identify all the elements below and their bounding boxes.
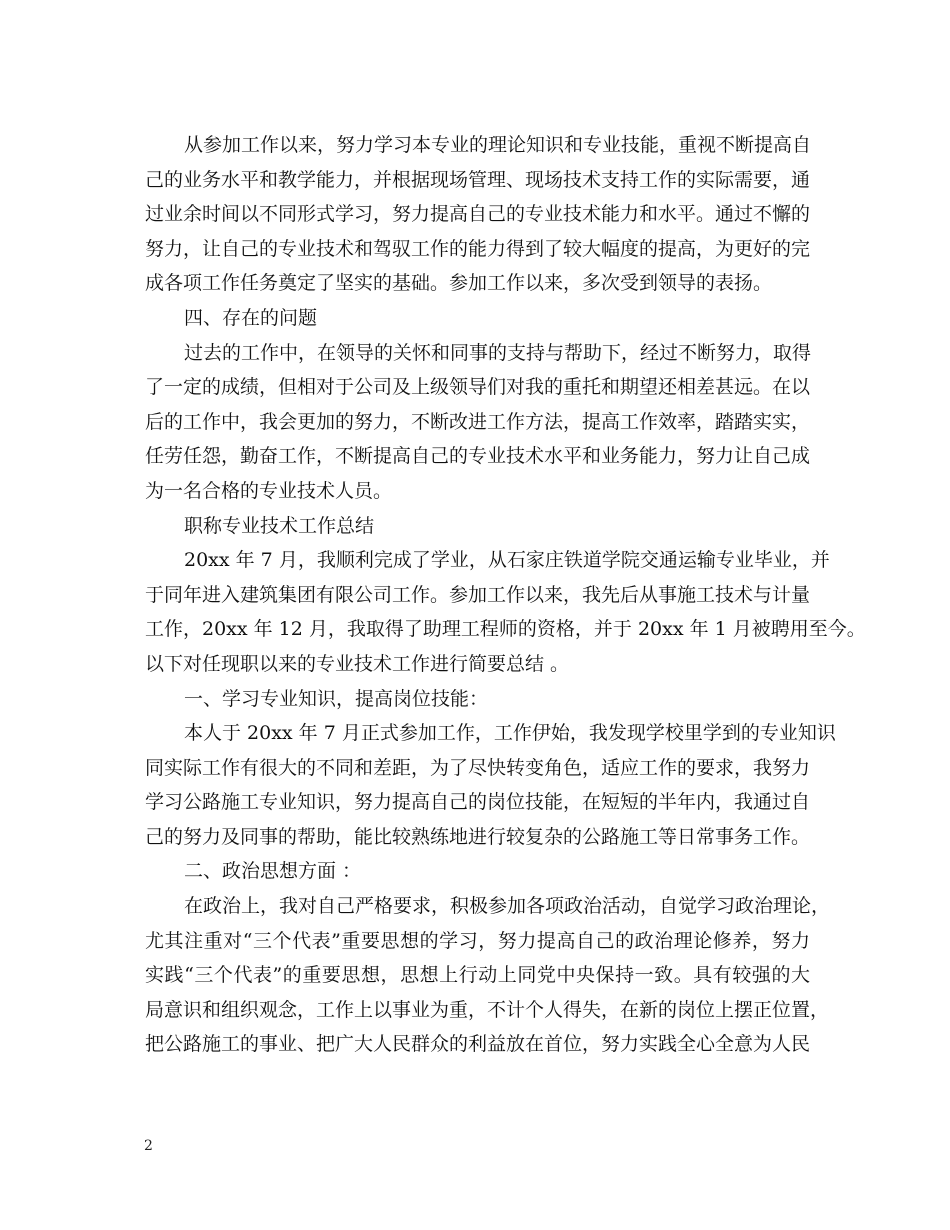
text-line: 实践“三个代表”的重要思想，思想上行动上同党中央保持一致。具有较强的大 (145, 964, 810, 987)
text-line: 局意识和组织观念，工作上以事业为重，不计个人得失，在新的岗位上摆正位置， (145, 998, 830, 1021)
text-line: 己的努力及同事的帮助，能比较熟练地进行较复杂的公路施工等日常事务工作。 (145, 825, 811, 848)
text-line: 工作，20xx 年 12 月，我取得了助理工程师的资格，并于 20xx 年 1 月被聘用至今。 (145, 618, 866, 641)
text-line: 为一名合格的专业技术人员。 (145, 479, 393, 502)
text-line: 从参加工作以来，努力学习本专业的理论知识和专业技能，重视不断提高自 (184, 134, 812, 156)
text-line: 成各项工作任务奠定了坚实的基础。参加工作以来，多次受到领导的表扬。 (145, 272, 773, 295)
text-line: 四、存在的问题 (184, 306, 318, 329)
text-line: 己的业务水平和教学能力，并根据现场管理、现场技术支持工作的实际需要，通 (145, 168, 811, 191)
text-line: 过业余时间以不同形式学习，努力提高自己的专业技术能力和水平。通过不懈的 (145, 203, 811, 226)
text-line: 一、学习专业知识，提高岗位技能： (184, 687, 489, 710)
text-line: 努力，让自己的专业技术和驾驭工作的能力得到了较大幅度的提高，为更好的完 (145, 237, 811, 260)
text-line: 尤其注重对“三个代表”重要思想的学习，努力提高自己的政治理论修养，努力 (145, 929, 810, 952)
text-line: 了一定的成绩，但相对于公司及上级领导们对我的重托和期望还相差甚远。在以 (145, 376, 811, 399)
text-line: 任劳任怨，勤奋工作，不断提高自己的专业技术水平和业务能力，努力让自己成 (145, 445, 811, 468)
text-line: 20xx 年 7 月，我顺利完成了学业，从石家庄铁道学院交通运输专业毕业，并 (184, 549, 830, 572)
text-line: 以下对任现职以来的专业技术工作进行简要总结 。 (145, 652, 570, 675)
text-line: 于同年进入建筑集团有限公司工作。参加工作以来，我先后从事施工技术与计量 (145, 583, 811, 606)
text-line: 把公路施工的事业、把广大人民群众的利益放在首位，努力实践全心全意为人民 (145, 1033, 811, 1056)
text-line: 学习公路施工专业知识，努力提高自己的岗位技能，在短短的半年内，我通过自 (145, 791, 811, 814)
document-body (145, 128, 866, 1062)
text-line: 职称专业技术工作总结 (184, 514, 375, 537)
text-line: 同实际工作有很大的不同和差距，为了尽快转变角色，适应工作的要求，我努力 (145, 756, 811, 779)
text-line: 后的工作中，我会更加的努力，不断改进工作方法，提高工作效率，踏踏实实， (145, 410, 811, 433)
text-line: 本人于 20xx 年 7 月正式参加工作，工作伊始，我发现学校里学到的专业知识 (184, 722, 836, 745)
text-line: 过去的工作中，在领导的关怀和同事的支持与帮助下，经过不断努力，取得 (184, 341, 812, 364)
text-line: 二、政治思想方面 ： (184, 860, 362, 883)
text-line: 在政治上，我对自己严格要求，积极参加各项政治活动，自觉学习政治理论， (184, 895, 831, 918)
page-number: 2 (144, 1138, 153, 1154)
